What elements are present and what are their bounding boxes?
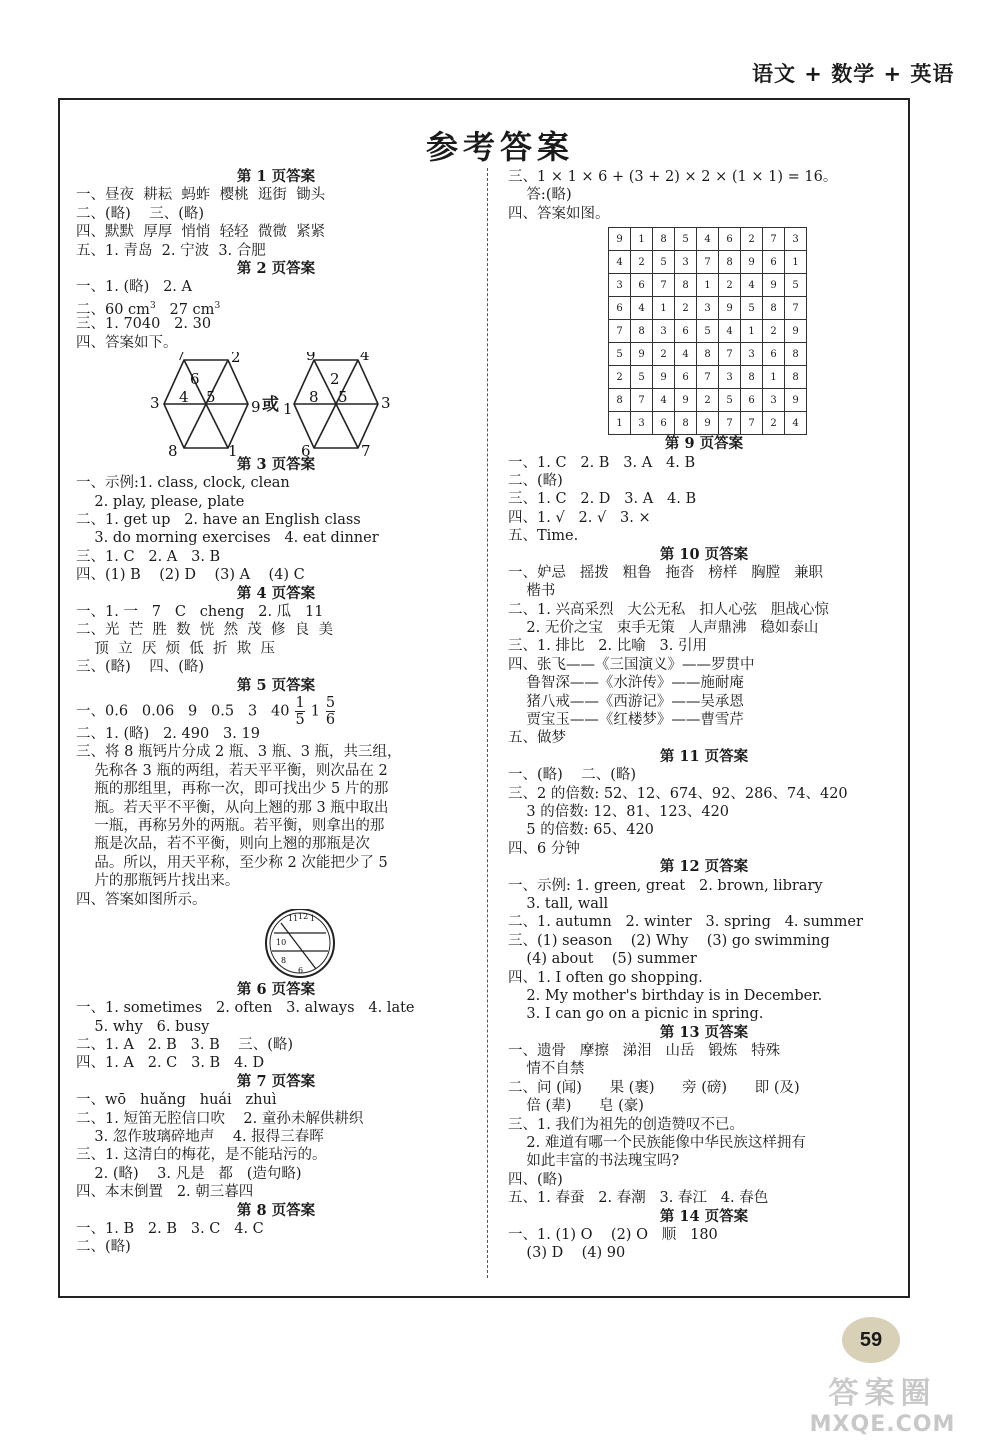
sudoku-cell: 3: [653, 320, 675, 343]
hexagon-figures: [76, 352, 476, 456]
svg-text:1: 1: [228, 441, 238, 456]
sudoku-cell: 2: [653, 343, 675, 366]
answer-line: 四、答案如下。: [76, 334, 178, 351]
sudoku-cell: 4: [697, 228, 719, 251]
or-label: 或: [262, 394, 279, 415]
answer-line: 一、wō huǎng huái zhuì: [76, 1092, 277, 1109]
svg-text:4: 4: [179, 387, 189, 406]
answer-line: 四、1. A 2. C 3. B 4. D: [76, 1055, 265, 1072]
sudoku-row: [609, 274, 807, 297]
watermark-text: 答案圈: [828, 1376, 937, 1411]
sudoku-cell: 2: [719, 274, 741, 297]
sudoku-cell: 5: [785, 274, 807, 297]
sudoku-cell: 9: [697, 412, 719, 435]
answer-line: [76, 695, 476, 725]
sudoku-cell: 7: [741, 412, 763, 435]
answer-text: 27 cm: [155, 301, 215, 316]
sudoku-row: [609, 228, 807, 251]
svg-text:8: 8: [309, 387, 319, 406]
sudoku-cell: 7: [719, 412, 741, 435]
sudoku-cell: 6: [741, 389, 763, 412]
svg-text:11: 11: [288, 913, 299, 923]
section-heading-p1: 第 1 页答案: [236, 168, 316, 185]
sudoku-cell: 3: [763, 389, 785, 412]
sudoku-cell: 5: [719, 389, 741, 412]
sudoku-cell: 5: [675, 228, 697, 251]
svg-text:12: 12: [298, 911, 309, 921]
sudoku-cell: 7: [697, 366, 719, 389]
sudoku-row: [609, 251, 807, 274]
sudoku-cell: 9: [785, 320, 807, 343]
answer-line: 三、(1) season (2) Why (3) go swimming: [508, 932, 830, 949]
answer-line: 5. why 6. busy: [76, 1018, 210, 1035]
sudoku-cell: 3: [609, 274, 631, 297]
answer-line: 一、1. sometimes 2. often 3. always 4. late: [76, 1000, 415, 1017]
sudoku-cell: 4: [653, 389, 675, 412]
svg-text:2: 2: [330, 369, 340, 388]
sudoku-cell: 6: [653, 412, 675, 435]
sudoku-cell: 7: [653, 274, 675, 297]
answer-line: 四、答案如图所示。: [76, 891, 207, 908]
sudoku-cell: 3: [675, 251, 697, 274]
fraction-numerator: 1: [295, 694, 305, 711]
sudoku-cell: 4: [609, 251, 631, 274]
section-heading-p7: 第 7 页答案: [236, 1072, 316, 1090]
section-heading-p10: 第 10 页答案: [659, 545, 749, 563]
answer-line: 瓶是次品，若不平衡，则向上翘的那瓶是次: [76, 836, 370, 853]
answer-line: 三、1. C 2. D 3. A 4. B: [508, 491, 697, 508]
sudoku-cell: 9: [653, 366, 675, 389]
answer-line: 贾宝玉——《红楼梦》——曹雪芹: [508, 712, 744, 729]
sudoku-cell: 2: [631, 251, 653, 274]
clock-figure: [76, 909, 476, 981]
sudoku-grid: [608, 227, 807, 435]
sudoku-cell: 6: [631, 274, 653, 297]
answer-line: 五、Time.: [508, 528, 579, 545]
sudoku-cell: 7: [631, 389, 653, 412]
sudoku-cell: 8: [675, 412, 697, 435]
sudoku-cell: 2: [609, 366, 631, 389]
svg-text:1: 1: [310, 913, 316, 923]
svg-text:4: 4: [360, 351, 370, 364]
svg-text:6: 6: [190, 369, 200, 388]
sudoku-cell: 7: [719, 343, 741, 366]
answer-line: 五、1. 青岛 2. 宁波 3. 合肥: [76, 242, 266, 259]
sudoku-cell: 3: [741, 343, 763, 366]
answer-line: 二、(略) 三、(略): [76, 205, 205, 222]
sudoku-cell: 5: [653, 251, 675, 274]
sudoku-cell: 8: [697, 343, 719, 366]
sudoku-cell: 8: [763, 297, 785, 320]
answer-line: 一、1. C 2. B 3. A 4. B: [508, 454, 696, 471]
clock-diagram: [76, 909, 476, 981]
sudoku-row: [609, 343, 807, 366]
section-heading-p4: 第 4 页答案: [236, 584, 316, 602]
answer-line: 四、张飞——《三国演义》——罗贯中: [508, 656, 755, 673]
svg-text:3: 3: [150, 393, 160, 412]
section-heading-p2: 第 2 页答案: [236, 259, 316, 277]
sudoku-cell: 8: [653, 228, 675, 251]
sudoku-cell: 1: [785, 251, 807, 274]
sudoku-cell: 2: [675, 297, 697, 320]
answer-line: 一、(略) 二、(略): [508, 767, 637, 784]
sudoku-row: [609, 320, 807, 343]
answer-line: 楷书: [508, 583, 556, 600]
sudoku-cell: 4: [631, 297, 653, 320]
fraction: [326, 695, 335, 725]
section-heading-p8: 第 8 页答案: [236, 1201, 316, 1219]
svg-text:3: 3: [381, 393, 391, 412]
answer-line: 四、1. I often go shopping.: [508, 969, 703, 986]
answer-line: 情不自禁: [508, 1061, 585, 1078]
answer-text: 一、0.6 0.06 9 0.5 3 40: [76, 703, 290, 720]
svg-text:8: 8: [168, 441, 178, 456]
svg-text:2: 2: [231, 351, 241, 366]
sudoku-cell: 5: [631, 366, 653, 389]
svg-text:1: 1: [283, 399, 293, 418]
sudoku-row: [609, 297, 807, 320]
answer-line: [76, 297, 476, 315]
answer-line: 二、1. autumn 2. winter 3. spring 4. summer: [508, 914, 863, 931]
answer-line: (4) about (5) summer: [508, 951, 697, 968]
sudoku-cell: 9: [675, 389, 697, 412]
sudoku-cell: 3: [719, 366, 741, 389]
sudoku-cell: 6: [609, 297, 631, 320]
page-title: 参考答案: [425, 128, 574, 166]
watermark-url: MXQE.COM: [809, 1412, 956, 1437]
svg-text:6: 6: [298, 965, 304, 975]
answer-line: 一、1. (1) O (2) O 顺 180: [508, 1226, 718, 1243]
sudoku-cell: 9: [609, 228, 631, 251]
sudoku-cell: 9: [631, 343, 653, 366]
sudoku-cell: 7: [609, 320, 631, 343]
svg-text:5: 5: [338, 387, 348, 406]
sudoku-cell: 6: [675, 366, 697, 389]
svg-text:5: 5: [206, 387, 216, 406]
svg-text:9: 9: [306, 351, 316, 364]
answer-line: 瓶的那组里，再称一次，即可找出少 5 片的那: [76, 781, 389, 798]
answer-line: 答:(略): [508, 187, 572, 204]
sudoku-cell: 8: [609, 389, 631, 412]
sudoku-cell: 2: [763, 320, 785, 343]
answer-line: 瓶。若天平不平衡，从向上翘的那 3 瓶中取出: [76, 799, 389, 816]
answer-line: 三、1. 排比 2. 比喻 3. 引用: [508, 638, 707, 655]
answer-line: 鲁智深——《水浒传》——施耐庵: [508, 675, 744, 692]
answer-line: 三、2 的倍数: 52、12、674、92、286、74、420: [508, 785, 848, 802]
sudoku-row: [609, 412, 807, 435]
answer-line: 一、示例: 1. green, great 2. brown, library: [508, 877, 823, 894]
sudoku-cell: 8: [741, 366, 763, 389]
answer-line: 三、1 × 1 × 6 + (3 + 2) × 2 × (1 × 1) = 16。: [508, 169, 838, 185]
sudoku-cell: 7: [697, 251, 719, 274]
subject-header: 语文 + 数学 + 英语: [752, 62, 955, 86]
sudoku-row: [609, 389, 807, 412]
answer-line: 五、做梦: [508, 730, 566, 747]
sudoku-cell: 8: [675, 274, 697, 297]
sudoku-cell: 2: [697, 389, 719, 412]
svg-text:7: 7: [176, 351, 186, 364]
left-column: [76, 168, 476, 1257]
answer-line: 二、1. A 2. B 3. B 三、(略): [76, 1037, 294, 1054]
answer-line: 先称各 3 瓶的两组，若天平平衡，则次品在 2: [76, 762, 388, 779]
sudoku-cell: 4: [741, 274, 763, 297]
answer-line: 四、(略): [508, 1171, 563, 1188]
answer-line: 3. tall, wall: [508, 895, 609, 912]
answer-line: 二、(略): [508, 472, 563, 489]
answer-line: 5 的倍数: 65、420: [508, 822, 654, 839]
sudoku-cell: 7: [763, 228, 785, 251]
section-heading-p11: 第 11 页答案: [659, 747, 749, 765]
answer-line: 如此丰富的书法瑰宝吗?: [508, 1153, 680, 1170]
answer-line: 二、1. 兴高采烈 大公无私 扣人心弦 胆战心惊: [508, 601, 829, 618]
answer-line: 四、答案如图。: [508, 205, 610, 222]
sudoku-cell: 7: [785, 297, 807, 320]
sudoku-cell: 2: [741, 228, 763, 251]
answer-line: 一、1. 一 7 C cheng 2. 瓜 11: [76, 604, 324, 621]
fraction-denominator: 6: [325, 711, 336, 725]
exponent: 3: [149, 300, 156, 311]
sudoku-cell: 4: [785, 412, 807, 435]
sudoku-cell: 6: [675, 320, 697, 343]
answer-line: 二、1. 短笛无腔信口吹 2. 童孙未解供耕织: [76, 1110, 364, 1127]
sudoku-cell: 9: [785, 389, 807, 412]
sudoku-cell: 3: [697, 297, 719, 320]
sudoku-cell: 1: [763, 366, 785, 389]
answer-line: 2. 难道有哪一个民族能像中华民族这样拥有: [508, 1135, 806, 1152]
sudoku-cell: 1: [697, 274, 719, 297]
answer-line: 3. do morning exercises 4. eat dinner: [76, 530, 379, 547]
sudoku-cell: 8: [631, 320, 653, 343]
sudoku-cell: 4: [675, 343, 697, 366]
sudoku-cell: 1: [631, 228, 653, 251]
sudoku-cell: 9: [719, 297, 741, 320]
answer-line: 一瓶，再称另外的两瓶。若平衡，则拿出的那: [76, 817, 385, 834]
svg-text:6: 6: [301, 441, 311, 456]
sudoku-cell: 1: [741, 320, 763, 343]
sudoku-cell: 6: [719, 228, 741, 251]
answer-line: 一、1. (略) 2. A: [76, 279, 192, 296]
sudoku-cell: 3: [631, 412, 653, 435]
answer-line: 二、(略): [76, 1239, 131, 1256]
answer-line: 品。所以，用天平称，至少称 2 次能把少了 5: [76, 854, 388, 871]
sudoku-cell: 8: [785, 343, 807, 366]
svg-text:8: 8: [281, 955, 287, 965]
answer-line: 顶 立 厌 烦 低 折 欺 压: [76, 640, 275, 657]
answer-line: 倍 (辈) 皂 (豪): [508, 1098, 644, 1115]
sudoku-cell: 2: [763, 412, 785, 435]
answer-line: 猪八戒——《西游记》——吴承恩: [508, 693, 744, 710]
answer-line: 2. (略) 3. 凡是 都 (造句略): [76, 1165, 302, 1182]
answer-line: 二、1. (略) 2. 490 3. 19: [76, 725, 260, 742]
answer-line: 3 的倍数: 12、81、123、420: [508, 803, 730, 820]
answer-line: 片的那瓶钙片找出来。: [76, 873, 240, 890]
answer-line: 四、1. √ 2. √ 3. ×: [508, 509, 651, 526]
sudoku-cell: 5: [697, 320, 719, 343]
answer-line: 三、1. 我们为祖先的创造赞叹不已。: [508, 1116, 744, 1133]
fraction-denominator: 5: [295, 711, 305, 725]
answer-line: 三、1. 7040 2. 30: [76, 316, 212, 333]
answer-line: (3) D (4) 90: [508, 1245, 626, 1262]
right-column: [508, 168, 900, 1263]
answer-line: 2. play, please, plate: [76, 493, 245, 510]
svg-text:9: 9: [251, 397, 261, 416]
exponent: 3: [214, 300, 221, 311]
fraction-numerator: 5: [325, 694, 336, 711]
answer-line: 3. 忽作玻璃碎地声 4. 报得三春晖: [76, 1129, 324, 1146]
sudoku-cell: 1: [653, 297, 675, 320]
answer-line: 一、昼夜 耕耘 蚂蚱 樱桃 逛街 锄头: [76, 187, 326, 204]
section-heading-p6: 第 6 页答案: [236, 980, 316, 998]
answer-line: 二、1. get up 2. have an English class: [76, 512, 361, 529]
sudoku-cell: 8: [719, 251, 741, 274]
sudoku-cell: 9: [741, 251, 763, 274]
sudoku-row: [609, 366, 807, 389]
answer-line: 二、光 芒 胜 数 恍 然 茂 修 良 美: [76, 622, 333, 639]
answer-line: 三、将 8 瓶钙片分成 2 瓶、3 瓶、3 瓶，共三组，: [76, 744, 402, 761]
section-heading-p5: 第 5 页答案: [236, 676, 316, 694]
answer-line: 3. I can go on a picnic in spring.: [508, 1006, 764, 1023]
answer-line: 三、1. C 2. A 3. B: [76, 548, 221, 565]
answer-line: 一、妒忌 摇拨 粗鲁 拖沓 榜样 胸膛 兼职: [508, 564, 823, 581]
sudoku-cell: 5: [609, 343, 631, 366]
answer-line: 四、默默 厚厚 悄悄 轻轻 微微 紧紧: [76, 224, 326, 241]
answer-line: 一、示例:1. class, clock, clean: [76, 475, 290, 492]
section-heading-p14: 第 14 页答案: [659, 1207, 749, 1225]
answer-line: 一、遗骨 摩擦 涕泪 山岳 锻炼 特殊: [508, 1043, 781, 1060]
svg-text:7: 7: [361, 441, 371, 456]
svg-text:10: 10: [276, 937, 287, 947]
answer-line: 三、1. 这清白的梅花，是不能玷污的。: [76, 1147, 327, 1164]
fraction: [295, 695, 304, 725]
answer-line: 四、(1) B (2) D (3) A (4) C: [76, 567, 305, 584]
watermark-logo: [770, 1368, 995, 1438]
page-number-badge: 59: [842, 1317, 900, 1363]
answer-line: 五、1. 春蚕 2. 春潮 3. 春江 4. 春色: [508, 1190, 769, 1207]
section-heading-p13: 第 13 页答案: [659, 1023, 749, 1041]
sudoku-cell: 9: [763, 274, 785, 297]
section-heading-p9: 第 9 页答案: [664, 435, 744, 453]
sudoku-cell: 5: [741, 297, 763, 320]
answer-line: 一、1. B 2. B 3. C 4. C: [76, 1220, 264, 1237]
answer-line: 2. 无价之宝 束手无策 人声鼎沸 稳如泰山: [508, 620, 819, 637]
sudoku-cell: 6: [763, 251, 785, 274]
answer-line: 四、本末倒置 2. 朝三暮四: [76, 1184, 254, 1201]
sudoku-cell: 3: [785, 228, 807, 251]
answer-line: 四、6 分钟: [508, 840, 580, 857]
answer-line: 二、问 (闻) 果 (裹) 旁 (磅) 即 (及): [508, 1079, 800, 1096]
sudoku-cell: 6: [763, 343, 785, 366]
answer-line: 三、(略) 四、(略): [76, 659, 205, 676]
sudoku-cell: 1: [609, 412, 631, 435]
answer-line: 2. My mother's birthday is in December.: [508, 987, 823, 1004]
sudoku-cell: 8: [785, 366, 807, 389]
section-heading-p3: 第 3 页答案: [236, 455, 316, 473]
section-heading-p12: 第 12 页答案: [659, 858, 749, 876]
answer-text: 二、60 cm: [76, 301, 150, 316]
answer-text: 1: [310, 703, 320, 720]
sudoku-cell: 4: [719, 320, 741, 343]
column-divider: [487, 168, 488, 1278]
